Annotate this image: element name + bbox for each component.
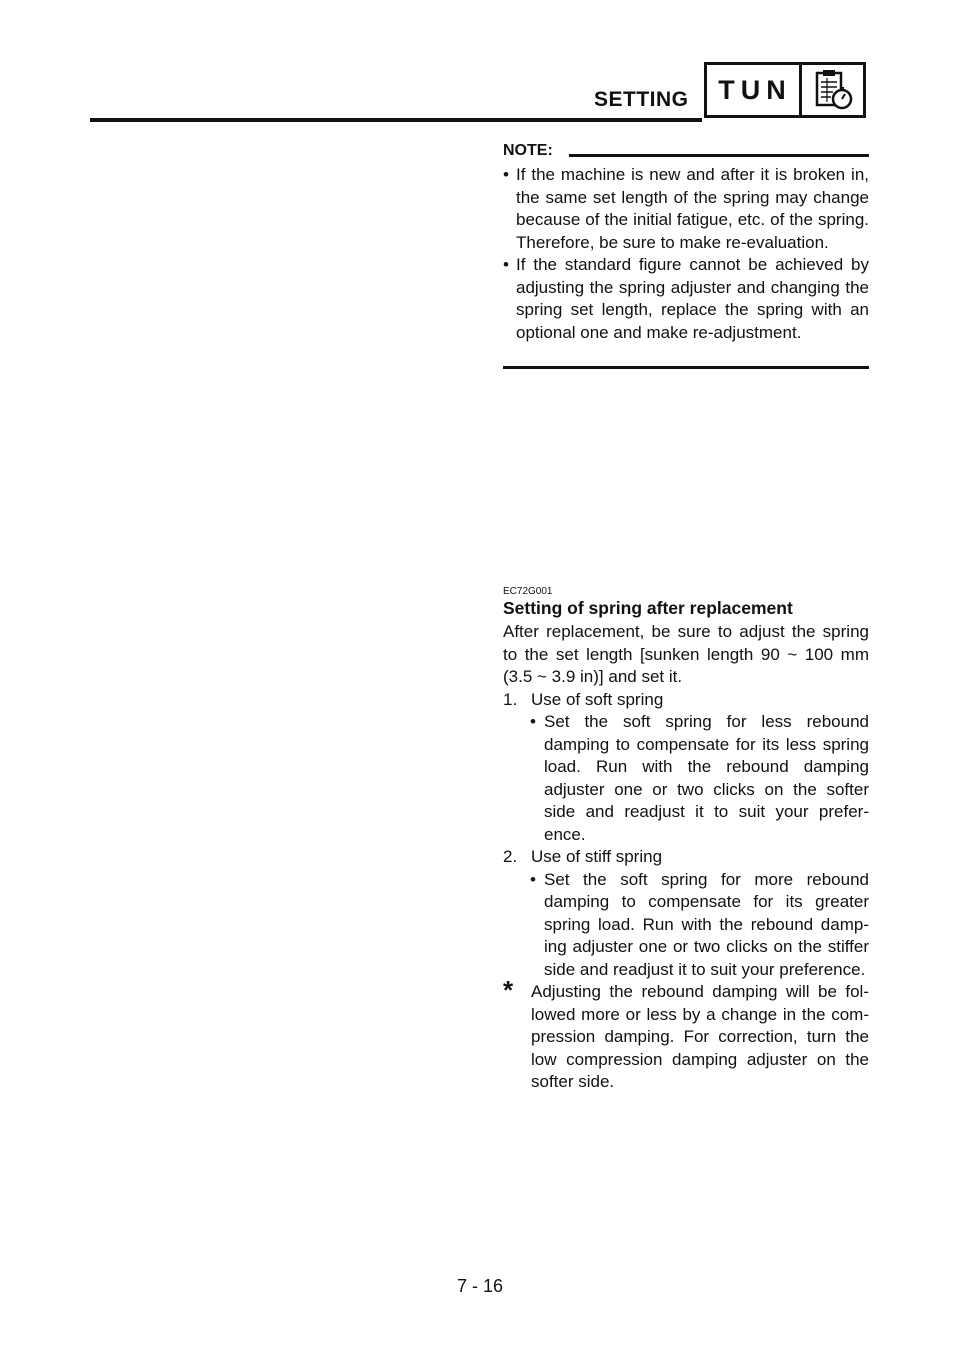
section-intro: After replacement, be sure to adjust the spring to the set length [sunken length 90 ~ 100 mm (3.5 ~ 3.9 in)] and set it.	[503, 622, 869, 686]
note-bottom-rule	[503, 366, 869, 369]
note-bullet: • If the standard figure cannot be achieved by adjusting the spring adjuster and changing the spring set length, replace the spring with an optional one and make re-adjustment.	[503, 254, 869, 344]
list-item	[503, 846, 869, 869]
list-item-number: 2.	[503, 847, 518, 866]
note-header	[503, 142, 869, 162]
section-tab	[704, 62, 866, 118]
section-heading: Setting of spring after replacement	[503, 598, 793, 618]
list-item-label: Use of soft spring	[531, 689, 664, 709]
list-item-label: Use of stiff spring	[531, 847, 663, 866]
list-item-number: 1.	[503, 689, 518, 709]
section-code: EC72G001	[503, 586, 553, 597]
section-body	[503, 621, 869, 1094]
list-item-detail: • Set the soft spring for less rebound damping to compensate for its less spring load. Run with the rebound damping adjuster one or two clicks on the softer side and readjust it to suit your prefer-ence.	[503, 711, 869, 846]
asterisk-note-text: Adjusting the rebound damping will be fol-lowed more or less by a change in the com-pression damping. For correction, turn the low compression damping adjuster on the softer side.	[531, 982, 869, 1091]
header-rule	[90, 118, 702, 122]
list-item-detail: • Set the soft spring for more rebound damping to compensate for its greater spring load. Run with the rebound damp-ing adjuster one or two clicks on the stiffer side and readjust it to suit your preference.	[503, 869, 869, 982]
note-label: NOTE:	[503, 142, 553, 159]
asterisk-note	[503, 975, 869, 1094]
clipboard-stopwatch-icon	[802, 65, 863, 115]
section-tab-label: TUN	[707, 65, 802, 115]
page-section-title: SETTING	[594, 88, 689, 111]
list-item	[503, 689, 869, 712]
note-top-rule	[569, 154, 869, 157]
note-body	[503, 164, 869, 344]
page-number: 7 - 16	[456, 1276, 504, 1296]
asterisk-mark: *	[503, 975, 514, 1005]
note-bullet: • If the machine is new and after it is broken in, the same set length of the spring may change because of the initial fatigue, etc. of the spring. Therefore, be sure to make re-evaluation.	[503, 164, 869, 254]
